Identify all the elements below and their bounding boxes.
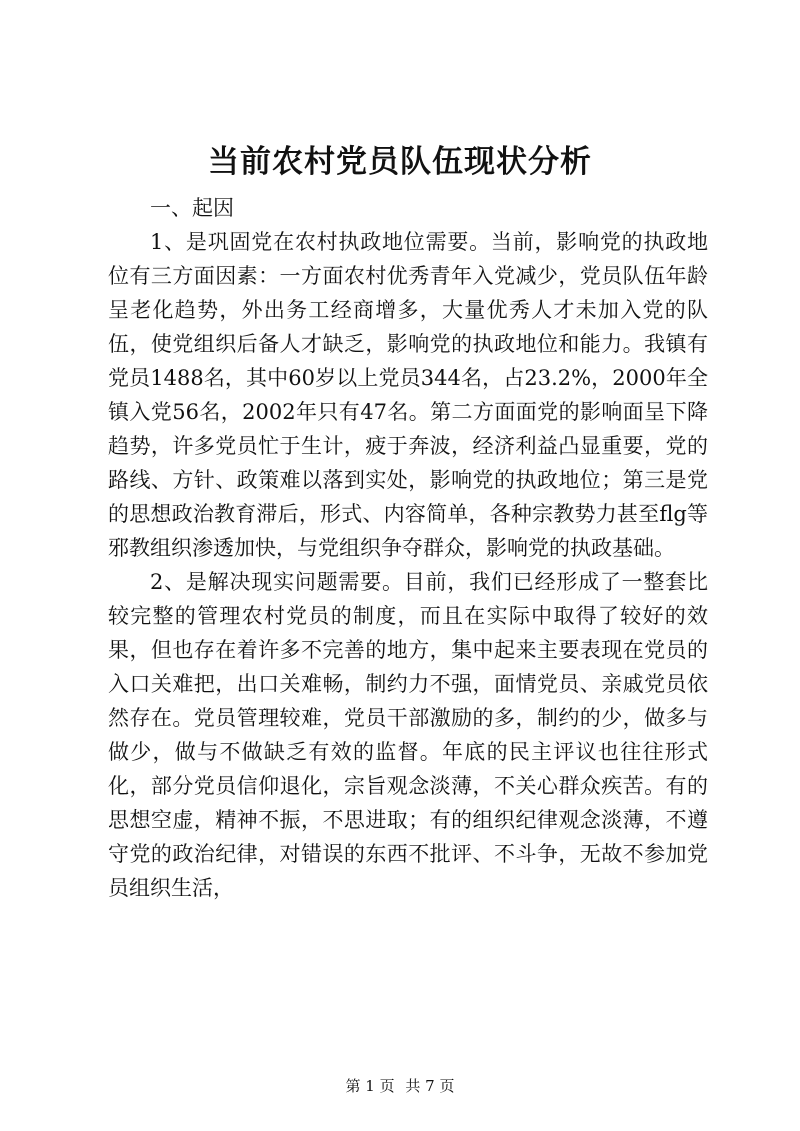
- page-number: 第 1 页: [345, 1077, 395, 1095]
- page-total: 共 7 页: [405, 1077, 455, 1095]
- document-title: 当前农村党员队伍现状分析: [208, 144, 592, 180]
- document-body: [108, 191, 708, 905]
- section-heading: 一、起因: [150, 196, 234, 220]
- page-footer: [0, 1076, 800, 1096]
- paragraph-2: 2、是解决现实问题需要。目前，我们已经形成了一整套比较完整的管理农村党员的制度，而且在实际中取得了较好的效果，但也存在着许多不完善的地方，集中起来主要表现在党员的入口关难把，出口关难畅，制约力不强，面情党员、亲戚党员依然存在。党员管理较难，党员干部激励的多，制约的少，做多与做少，做与不做缺乏有效的监督。年底的民主评议也往往形式化，部分党员信仰退化，宗旨观念淡薄，不关心群众疾苦。有的思想空虚，精神不振，不思进取；有的组织纪律观念淡薄，不遵守党的政治纪律，对错误的东西不批评、不斗争，无故不参加党员组织生活，: [108, 570, 708, 900]
- paragraph-1: 1、是巩固党在农村执政地位需要。当前，影响党的执政地位有三方面因素：一方面农村优秀青年入党减少，党员队伍年龄呈老化趋势，外出务工经商增多，大量优秀人才未加入党的队伍，使党组织后备人才缺乏，影响党的执政地位和能力。我镇有党员1488名，其中60岁以上党员344名，占23.2%，2000年全镇入党56名，2002年只有47名。第二方面面党的影响面呈下降趋势，许多党员忙于生计，疲于奔波，经济利益凸显重要，党的路线、方针、政策难以落到实处，影响党的执政地位；第三是党的思想政治教育滞后，形式、内容简单，各种宗教势力甚至flg等邪教组织渗透加快，与党组织争夺群众，影响党的执政基础。: [108, 230, 708, 560]
